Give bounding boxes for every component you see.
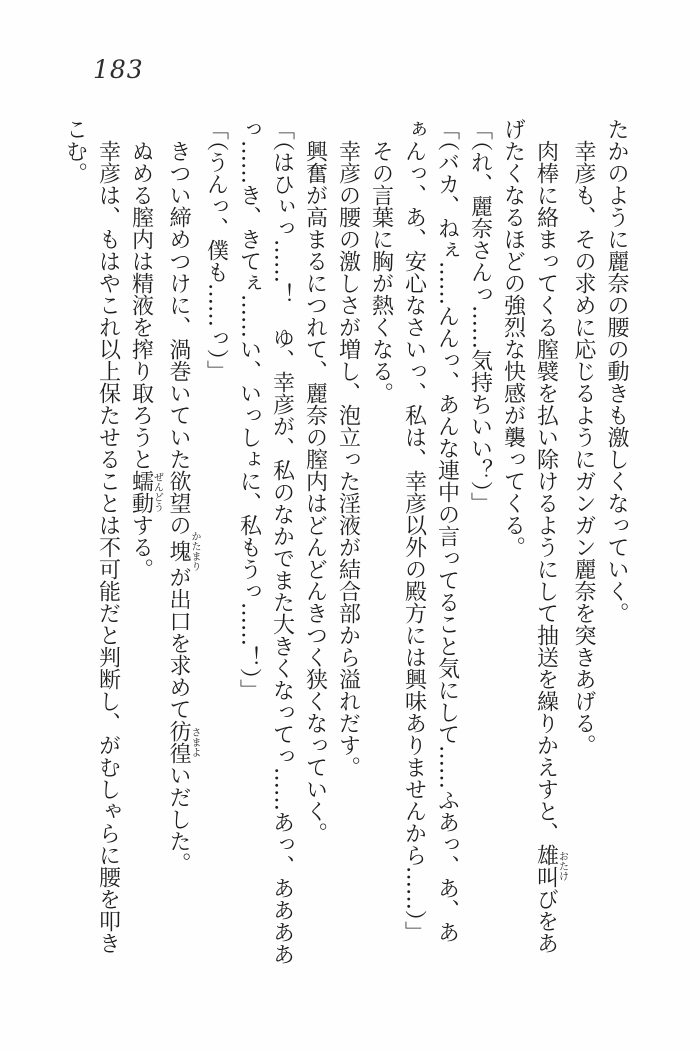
- text-line-7: ぁんっ、あ、安心なさいっ、私は、幸彦以外の殿方には興味ありませんから……）」: [401, 118, 427, 943]
- text-line-8: その言葉に胸が熱くなる。: [368, 140, 394, 404]
- text-line-10: 興奮が高まるにつれて、麗奈の膣内はどんどんきつく狭くなっていく。: [302, 140, 328, 844]
- furigana-ruby: 塊かたまり: [166, 531, 200, 571]
- furigana-ruby: 蠕動ぜんどう: [128, 470, 163, 514]
- text-line-2: 幸彦も、その求めに応じるようにガンガン麗奈を突きあげる。: [571, 140, 596, 756]
- text-line-5: 「（れ、麗奈さんっ……気持ちいい？）」: [467, 118, 493, 514]
- text-line-9: 幸彦の腰の激しさが増し、泡立った淫液が結合部から溢れだす。: [335, 140, 361, 778]
- text-line-3: 肉棒に絡まってくる膣襞を払い除けるようにして抽送を繰りかえすと、雄叫おたけびをあ: [533, 140, 568, 954]
- furigana-ruby: 彷徨さまよ: [166, 720, 200, 764]
- text-line-16: 幸彦は、もはやこれ以上保たせることは不可能だと判断し、がむしゃらに腰を叩き: [95, 140, 121, 954]
- text-line-14: きつい締めつけに、渦巻いていた欲望の塊かたまりが出口を求めて彷徨さまよいだした。: [166, 140, 200, 874]
- text-line-15: ぬめる膣内は精液を搾り取ろうと蠕動ぜんどうする。: [128, 140, 163, 580]
- page-number: 183: [93, 55, 144, 84]
- text-line-4: げたくなるほどの強烈な快感が襲ってくる。: [500, 118, 526, 558]
- text-line-6: 「（バカ、ねぇ……んんっ、あんな連中の言ってること気にして……ふあっ、あ、あ: [434, 118, 460, 943]
- text-line-13: 「（うんっ、僕も……っ）」: [203, 118, 229, 382]
- text-line-11: 「（はひぃっ……！ ゆ、幸彦が、私のなかでまた大きくなってっ……あっ、ああああ: [269, 118, 295, 965]
- page-text-block: [59, 118, 634, 978]
- text-line-17: こむ。: [62, 118, 88, 184]
- text-line-1: たかのように麗奈の腰の動きも激しくなっていく。: [604, 118, 629, 624]
- text-line-12: っ……き、きてぇ……い、いっしょに、私もうっ……！）」: [236, 118, 262, 701]
- furigana-ruby: 雄叫おたけ: [533, 844, 568, 888]
